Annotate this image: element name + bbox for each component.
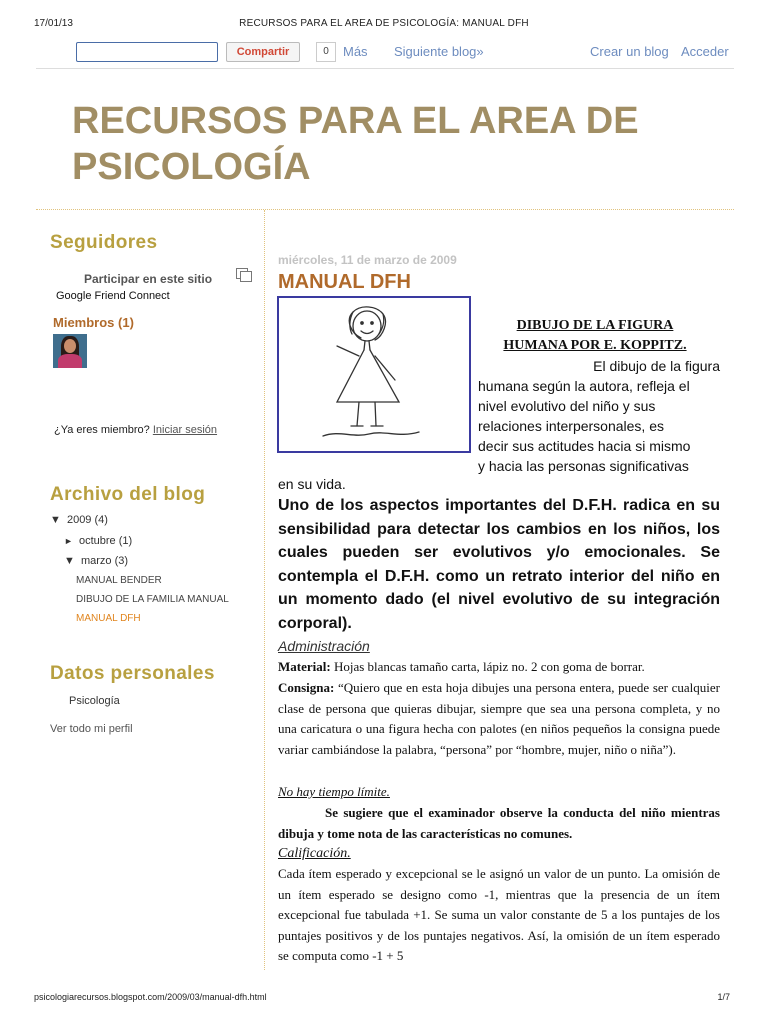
calificacion-paragraph: Cada ítem esperado y excepcional se le asignó un valor de un punto. La omisión de un ítem esperado se designo como -1, mientras que la presencia de un ítem excepcional fue tabulada +1. Se suma un valor constante de 5 a los puntajes de los puntajes positivos y de los puntajes negativos. Así, la omisión de un ítem esperado se computa como -1 + 5 (278, 866, 720, 963)
gfc-join-link[interactable]: Participar en este sitio (84, 272, 213, 286)
member-login-link[interactable]: Iniciar sesión (152, 424, 218, 436)
print-page-number: 1/7 (717, 992, 730, 1002)
archive-year-label[interactable]: 2009 (66, 514, 92, 526)
post-date: miércoles, 11 de marzo de 2009 (278, 253, 457, 267)
collapse-arrow-icon[interactable]: ▼ (50, 514, 61, 526)
key-paragraph: Uno de los aspectos importantes del D.F.H. radica en su sensibilidad para detectar los cambios en los niños, los cuales pueden ser evolutivos y/o emocionales. Se contempla el D.F.H. como un retrato interior del niño en un momento dado (el nivel evolutivo de su integración corporal). (278, 497, 720, 632)
material-paragraph (278, 657, 720, 678)
view-profile-link[interactable]: Ver todo mi perfil (50, 723, 133, 735)
intro-paragraph (478, 356, 720, 476)
more-link[interactable]: Más (343, 44, 368, 59)
column-divider (264, 210, 265, 970)
post-subtitle (480, 316, 710, 356)
material-text: Hojas blancas tamaño carta, lápiz no. 2 con goma de borrar. (330, 659, 645, 674)
archive-post-link-current[interactable]: MANUAL DFH (76, 613, 141, 624)
no-time-limit: No hay tiempo límite. (278, 784, 390, 799)
print-title: RECURSOS PARA EL AREA DE PSICOLOGÍA: MANUAL DFH (239, 18, 529, 29)
archive-month-count: (3) (114, 555, 129, 567)
consigna-paragraph (278, 678, 720, 760)
header-divider (36, 209, 734, 210)
archive-heading: Archivo del blog (50, 484, 206, 505)
collapse-arrow-icon[interactable]: ▼ (64, 555, 75, 567)
print-date: 17/01/13 (34, 18, 73, 29)
calificacion-heading: Calificación. (278, 846, 351, 861)
blog-title-line1: RECURSOS PARA EL AREA DE (72, 100, 639, 142)
administration-heading: Administración (278, 638, 370, 654)
create-blog-link[interactable]: Crear un blog (590, 44, 669, 59)
profile-heading: Datos personales (50, 663, 215, 684)
members-label: Miembros (1) (53, 315, 134, 330)
intro-tail: en su vida. (278, 476, 346, 492)
post-subtitle-line2: HUMANA POR E. KOPPITZ. (503, 338, 687, 353)
intro-line: humana según la autora, refleja el (478, 378, 690, 394)
blogger-navbar (36, 36, 734, 69)
gfc-label: Google Friend Connect (56, 290, 170, 302)
archive-month-label[interactable]: marzo (80, 555, 112, 567)
intro-line: y hacia las personas significativas (478, 458, 689, 474)
next-blog-link[interactable]: Siguiente blog» (394, 44, 484, 59)
archive-year-count: (4) (94, 514, 108, 526)
intro-line: nivel evolutivo del niño y sus (478, 398, 656, 414)
consigna-text: “Quiero que en esta hoja dibujes una persona entera, puede ser cualquier clase de persona que quieras dibujar, siempre que sea una persona completa, y no una caricatura o una figura hecha con palotes (en niños pequeños la consigna puede variar cambiándose la palabra, “persona” por “hombre, mujer, niño o niña”). (278, 680, 720, 757)
followers-heading: Seguidores (50, 232, 158, 253)
print-url: psicologiarecursos.blogspot.com/2009/03/manual-dfh.html (34, 992, 267, 1002)
post-subtitle-line1: DIBUJO DE LA FIGURA (516, 318, 674, 333)
intro-line: relaciones interpersonales, es (478, 418, 664, 434)
archive-post-link[interactable]: MANUAL BENDER (76, 575, 162, 586)
intro-line: decir sus actitudes hacia si mismo (478, 438, 691, 454)
blog-title[interactable] (72, 98, 712, 190)
member-question-text: ¿Ya eres miembro? (54, 424, 150, 436)
expand-arrow-icon[interactable]: ► (64, 536, 73, 546)
child-drawing-image (277, 296, 471, 453)
archive-month-march[interactable] (64, 555, 128, 567)
login-link[interactable]: Acceder (681, 44, 729, 59)
profile-name[interactable]: Psicología (69, 695, 120, 707)
archive-month-label[interactable]: octubre (78, 535, 116, 547)
intro-line: El dibujo de la figura (593, 358, 720, 374)
search-input[interactable] (76, 42, 218, 62)
archive-month-october[interactable] (64, 535, 132, 547)
archive-month-count: (1) (118, 535, 133, 547)
share-button[interactable]: Compartir (226, 42, 300, 62)
member-question (54, 424, 217, 436)
archive-post-link[interactable]: DIBUJO DE LA FAMILIA MANUAL (76, 594, 229, 605)
share-count: 0 (316, 42, 336, 62)
material-label: Material: (278, 659, 331, 674)
blog-title-line2: PSICOLOGÍA (72, 146, 311, 188)
member-avatar[interactable] (53, 334, 87, 368)
consigna-label: Consigna: (278, 680, 335, 695)
archive-year[interactable] (50, 514, 108, 526)
suggestion-paragraph: Se sugiere que el examinador observe la conducta del niño mientras dibuja y tome nota de las características no comunes. (278, 805, 720, 841)
post-title[interactable]: MANUAL DFH (278, 271, 411, 293)
popup-icon-front (240, 271, 252, 282)
